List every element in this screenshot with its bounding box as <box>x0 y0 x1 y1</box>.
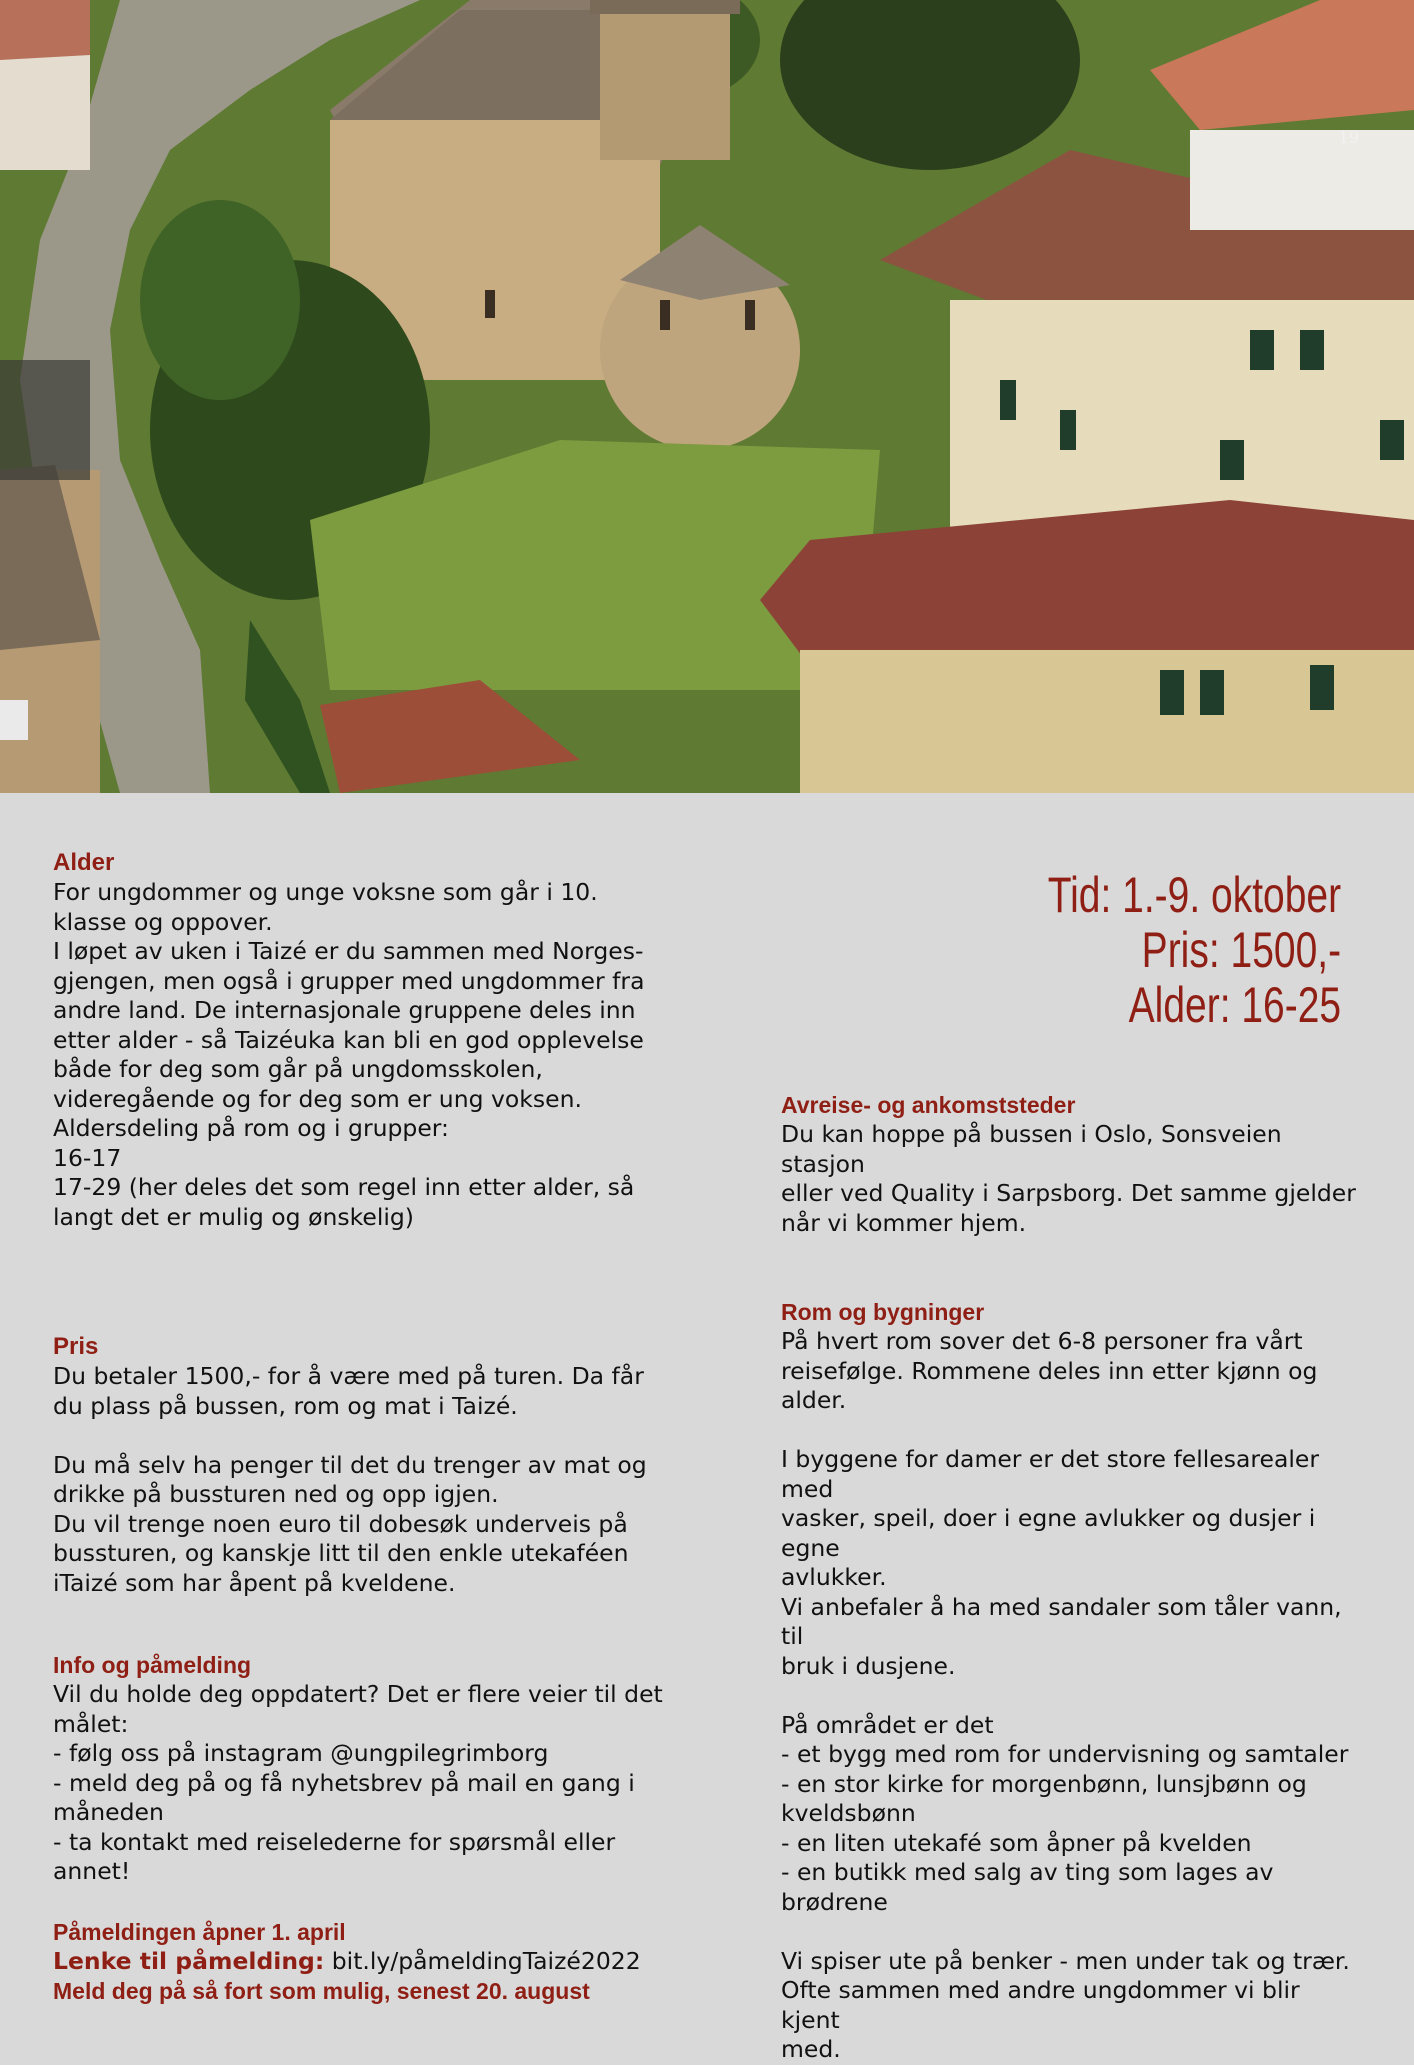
signup-link-label: Lenke til påmelding: <box>53 1946 325 1975</box>
section-rom <box>781 1297 1361 2065</box>
signup-link-line <box>53 1947 693 1977</box>
section-heading-pris: Pris <box>53 1333 99 1360</box>
summary-time: Tid: 1.-9. oktober <box>1047 867 1341 923</box>
section-info <box>53 1650 693 1887</box>
section-pris <box>53 1332 693 1598</box>
section-heading-avreise: Avreise- og ankomststeder <box>781 1092 1076 1118</box>
section-body-alder: For ungdommer og unge voksne som går i 10. klasse og oppover. I løpet av uken i Taizé er du sammen med Norges- gjengen, men også i grupper med ungdommer fra andre land. De internasjonale gruppene deles inn etter alder - så Taizéuka kan bli en god opplevelse både for deg som går på ungdomsskolen, videregående og for deg som er ung voksen. Aldersdeling på rom og i grupper: 16-17 17-29 (her deles det som regel inn etter alder, så langt det er mulig og ønskelig) <box>53 878 645 1231</box>
signup-opens: Påmeldingen åpner 1. april <box>53 1918 346 1945</box>
section-body-info: Vil du holde deg oppdatert? Det er flere veier til det målet: - følg oss på instagram @ungpilegrimborg - meld deg på og få nyhetsbrev på mail en gang i måneden - ta kontakt med reiselederne for spørsmål eller annet! <box>53 1680 663 1885</box>
signup-block <box>53 1917 693 2007</box>
section-body-pris: Du betaler 1500,- for å være med på turen. Da får du plass på bussen, rom og mat i Taizé. Du må selv ha penger til det du trenger av mat og drikke på bussturen ned og opp igjen. Du vil trenge noen euro til dobesøk underveis på bussturen, og kanskje litt til den enkle utekaféen iTaizé som har åpent på kveldene. <box>53 1362 647 1597</box>
signup-deadline: Meld deg på så fort som mulig, senest 20. august <box>53 1978 590 2004</box>
section-heading-alder: Alder <box>53 849 115 876</box>
hero-photo <box>0 0 1414 793</box>
village-church-aerial-image <box>0 0 1414 793</box>
summary-age: Alder: 16-25 <box>1128 977 1341 1033</box>
page-number: 19 <box>1338 128 1359 147</box>
section-body-avreise: Du kan hoppe på bussen i Oslo, Sonsveien stasjon eller ved Quality i Sarpsborg. Det samme gjelder når vi kommer hjem. <box>781 1120 1356 1237</box>
trip-summary <box>1048 868 1341 1033</box>
section-body-rom: På hvert rom sover det 6-8 personer fra vårt reisefølge. Rommene deles inn etter kjønn og alder. I byggene for damer er det store fellesarealer med vasker, speil, doer i egne avlukker og dusjer i egne avlukker. Vi anbefaler å ha med sandaler som tåler vann, til bruk i dusjene. På området er det - et bygg med rom for undervisning og samtaler - en stor kirke for morgenbønn, lunsjbønn og kveldsbønn - en liten utekafé som åpner på kvelden - en butikk med salg av ting som lages av brødrene Vi spiser ute på benker - men under tak og trær. Ofte sammen med andre ungdommer vi blir kjent med. <box>781 1327 1350 2063</box>
section-heading-info: Info og påmelding <box>53 1652 252 1678</box>
section-heading-rom: Rom og bygninger <box>781 1299 985 1325</box>
right-column <box>781 1090 1361 2065</box>
section-avreise <box>781 1090 1361 1238</box>
left-column <box>53 848 693 2006</box>
summary-price: Pris: 1500,- <box>1141 922 1341 978</box>
section-alder <box>53 848 693 1232</box>
signup-link[interactable]: bit.ly/påmeldingTaizé2022 <box>324 1946 641 1975</box>
